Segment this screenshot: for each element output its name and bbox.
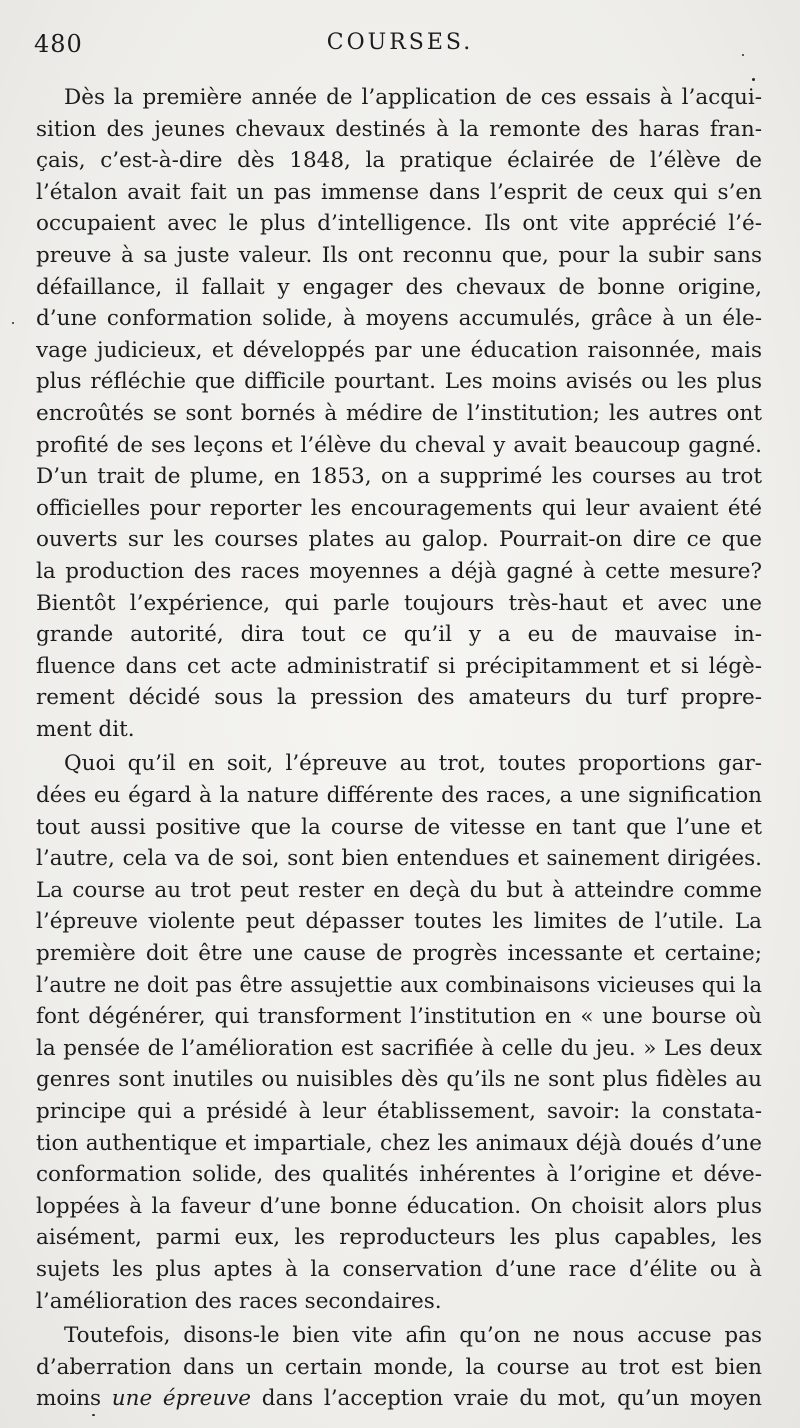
text-line: ouverts sur les courses plates au galop. Pourrait-on dire ce que: [36, 527, 762, 553]
text-line: Bientôt l’expérience, qui parle toujours très-haut et avec une: [36, 590, 762, 616]
text-segment: moins: [36, 1386, 112, 1412]
text-line: d’une conformation solide, à moyens accumulés, grâce à un éle-: [36, 306, 762, 332]
text-line: encroûtés se sont bornés à médire de l’institution; les autres ont: [36, 400, 762, 426]
text-line: ment dit.: [36, 716, 135, 742]
text-line: rement décidé sous la pression des amateurs du turf propre-: [36, 685, 762, 711]
text-line: La course au trot peut rester en deçà du but à atteindre comme: [36, 877, 762, 903]
ink-speck: [752, 78, 755, 81]
text-line: la pensée de l’amélioration est sacrifiée à celle du jeu. » Les deux: [36, 1035, 762, 1061]
text-line: conformation solide, des qualités inhérentes à l’origine et déve-: [36, 1162, 762, 1188]
text-line: loppées à la faveur d’une bonne éducation. On choisit alors plus: [36, 1193, 762, 1219]
text-line: d’aberration dans un certain monde, la course au trot est bien: [36, 1354, 762, 1380]
text-line: D’un trait de plume, en 1853, on a supprimé les courses au trot: [36, 464, 762, 490]
running-head: [34, 30, 766, 64]
page-body: [36, 82, 762, 1415]
text-line: tion authentique et impartiale, chez les animaux déjà doués d’une: [36, 1130, 762, 1156]
text-line: défaillance, il fallait y engager des chevaux de bonne origine,: [36, 274, 762, 300]
text-line: la production des races moyennes a déjà gagné à cette mesure?: [36, 558, 762, 584]
ink-speck: [742, 54, 744, 56]
text-line: l’épreuve violente peut dépasser toutes les limites de l’utile. La: [36, 909, 762, 935]
text-line: çais, c’est-à-dire dès 1848, la pratique éclairée de l’élève de: [36, 148, 762, 174]
text-line: l’amélioration des races secondaires.: [36, 1288, 442, 1314]
ink-speck: [92, 1414, 95, 1416]
paragraph-1: [36, 82, 762, 745]
text-line: officielles pour reporter les encouragements qui leur avaient été: [36, 495, 762, 521]
text-line: font dégénérer, qui transforment l’institution en « une bourse où: [36, 1004, 762, 1030]
text-line: plus réfléchie que difficile pourtant. Les moins avisés ou les plus: [36, 369, 762, 395]
text-line: occupaient avec le plus d’intelligence. Ils ont vite apprécié l’é-: [36, 211, 762, 237]
text-line: l’étalon avait fait un pas immense dans l’esprit de ceux qui s’en: [36, 179, 762, 205]
text-line: profité de ses leçons et l’élève du cheval y avait beaucoup gagné.: [36, 432, 762, 458]
section-title: COURSES.: [326, 30, 474, 55]
text-line: fluence dans cet acte administratif si précipitamment et si légè-: [36, 653, 762, 679]
text-line: preuve à sa juste valeur. Ils ont reconnu que, pour la subir sans: [36, 242, 762, 268]
text-line: sujets les plus aptes à la conservation d’une race d’élite ou à: [36, 1256, 762, 1282]
text-line: tout aussi positive que la course de vitesse en tant que l’une et: [36, 814, 762, 840]
text-line: grande autorité, dira tout ce qu’il y a eu de mauvaise in-: [36, 622, 762, 648]
text-line: aisément, parmi eux, les reproducteurs les plus capables, les: [36, 1225, 762, 1251]
ink-speck: [12, 322, 14, 324]
paragraph-2: [36, 748, 762, 1317]
text-line: principe qui a présidé à leur établissement, savoir: la constata-: [36, 1099, 762, 1124]
paragraph-3: [36, 1320, 762, 1415]
text-line: première doit être une cause de progrès incessante et certaine;: [36, 941, 762, 967]
text-line: dées eu égard à la nature différente des races, a une signification: [36, 783, 762, 809]
text-line: genres sont inutiles ou nuisibles dès qu’ils ne sont plus fidèles au: [36, 1067, 762, 1093]
text-line: sition des jeunes chevaux destinés à la remonte des haras fran-: [36, 116, 762, 142]
text-line: Toutefois, disons-le bien vite afin qu’on ne nous accuse pas: [64, 1323, 762, 1349]
text-line: vage judicieux, et développés par une éducation raisonnée, mais: [36, 337, 762, 363]
text-line: l’autre ne doit pas être assujettie aux combinaisons vicieuses qui la: [36, 972, 762, 997]
page-number: 480: [34, 30, 83, 58]
text-line: [36, 1383, 762, 1415]
text-segment: dans l’acception vraie du mot, qu’un moyen: [251, 1386, 762, 1412]
text-line: Dès la première année de l’application de ces essais à l’acqui-: [64, 85, 762, 110]
text-line: l’autre, cela va de soi, sont bien entendues et sainement dirigées.: [36, 846, 762, 872]
text-line: Quoi qu’il en soit, l’épreuve au trot, toutes proportions gar-: [64, 751, 762, 777]
emphasized-text: une épreuve: [111, 1386, 252, 1412]
